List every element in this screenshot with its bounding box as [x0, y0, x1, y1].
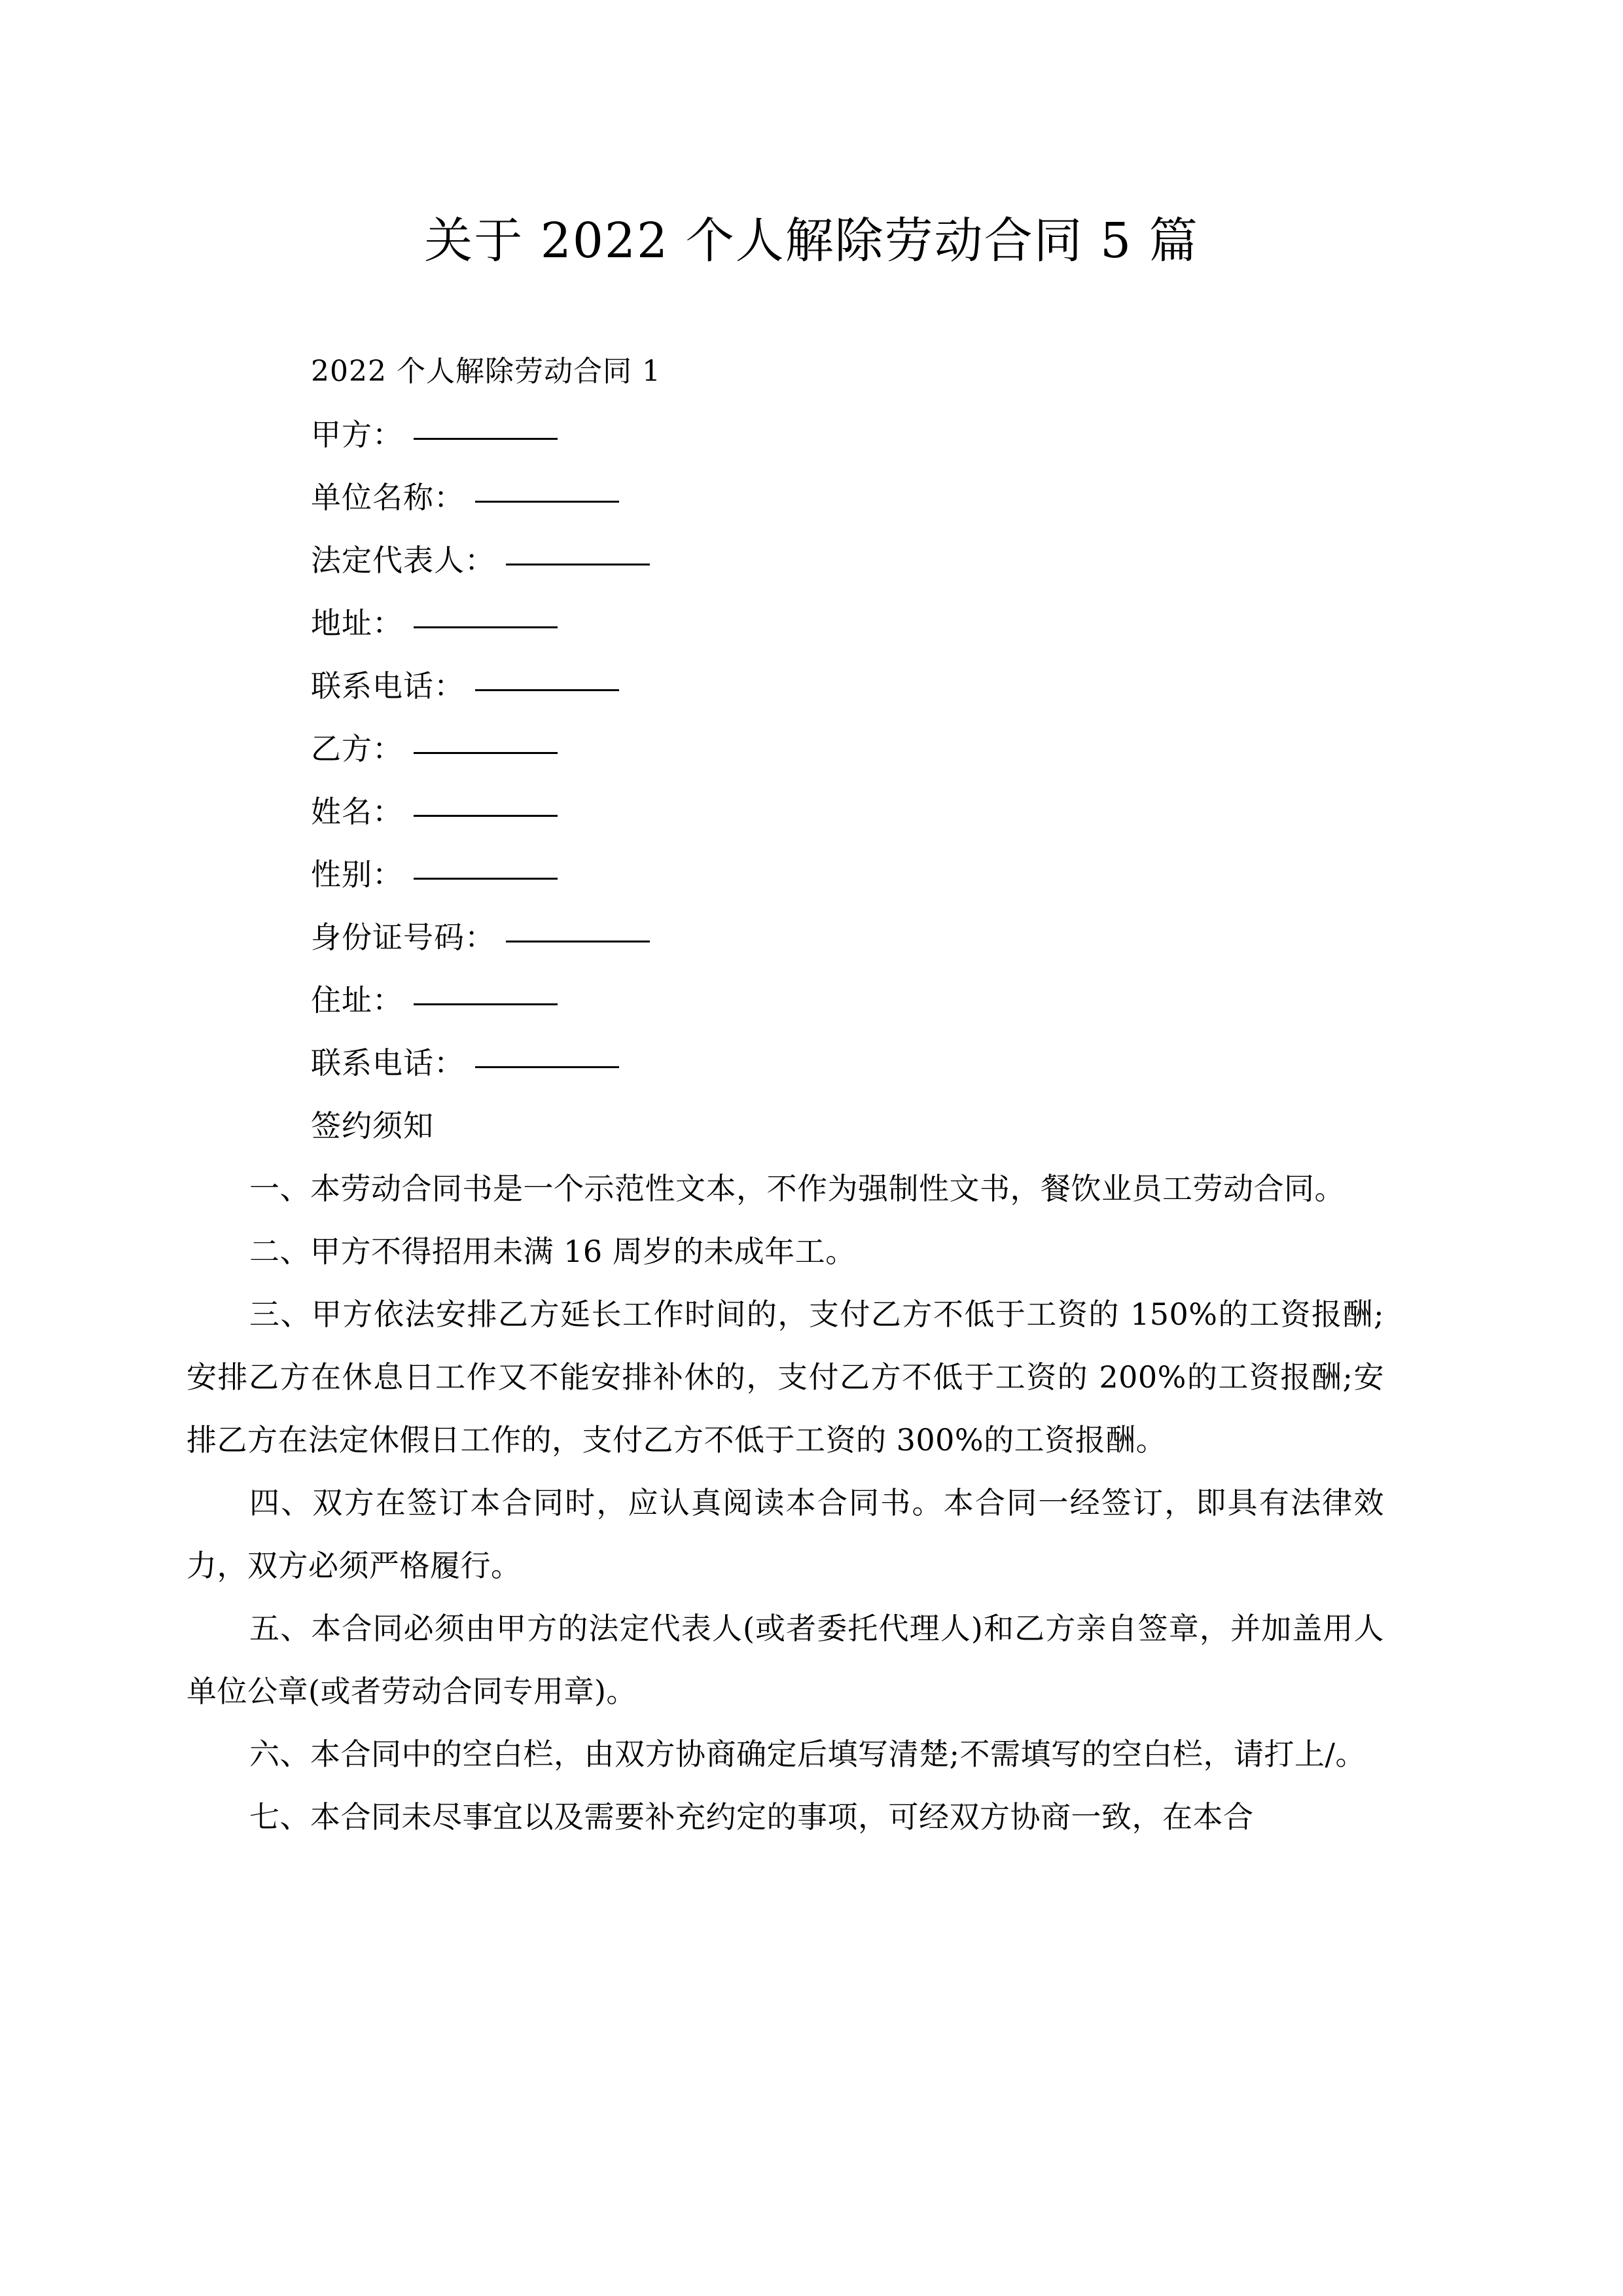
- field-label: 地址：: [311, 605, 403, 641]
- page-title: 关于 2022 个人解除劳动合同 5 篇: [424, 212, 1199, 269]
- field-blank-line[interactable]: [414, 438, 558, 440]
- field-label: 联系电话：: [311, 1045, 465, 1081]
- field-row-name: [187, 780, 1384, 843]
- field-label: 法定代表人：: [311, 543, 495, 578]
- field-label: 乙方：: [311, 731, 403, 766]
- field-blank-line[interactable]: [414, 878, 558, 880]
- field-label: 联系电话：: [311, 668, 465, 704]
- clause-paragraph-1: 一、本劳动合同书是一个示范性文本，不作为强制性文书，餐饮业员工劳动合同。: [249, 1171, 1345, 1206]
- field-row-company-name: [187, 466, 1384, 529]
- field-blank-line[interactable]: [475, 1066, 619, 1068]
- field-label: 性别：: [311, 857, 403, 892]
- field-row-address: [187, 592, 1384, 655]
- field-row-party-a: [187, 403, 1384, 466]
- field-row-contact-phone-a: [187, 655, 1384, 717]
- field-blank-line[interactable]: [414, 815, 558, 817]
- field-blank-line[interactable]: [506, 564, 650, 565]
- field-label: 住址：: [311, 982, 403, 1018]
- notice-heading: 签约须知: [311, 1108, 434, 1143]
- field-blank-line[interactable]: [414, 752, 558, 754]
- field-blank-line[interactable]: [414, 1003, 558, 1005]
- field-blank-line[interactable]: [475, 689, 619, 691]
- field-row-id-number: [187, 906, 1384, 969]
- field-label: 姓名：: [311, 794, 403, 829]
- clause-paragraph-4: 四、双方在签订本合同时，应认真阅读本合同书。本合同一经签订，即具有法律效力，双方必须严格履行。: [187, 1485, 1384, 1583]
- clause-paragraph-5: 五、本合同必须由甲方的法定代表人(或者委托代理人)和乙方亲自签章，并加盖用人单位公章(或者劳动合同专用章)。: [187, 1611, 1384, 1709]
- clause-paragraph-6: 六、本合同中的空白栏，由双方协商确定后填写清楚;不需填写的空白栏，请打上/。: [249, 1736, 1366, 1772]
- clause-paragraph-2: 二、甲方不得招用未满 16 周岁的未成年工。: [249, 1234, 856, 1269]
- field-label: 甲方：: [311, 417, 403, 452]
- clause-paragraph-7: 七、本合同未尽事宜以及需要补充约定的事项，可经双方协商一致，在本合: [249, 1799, 1254, 1835]
- field-row-legal-representative: [187, 529, 1384, 592]
- document-body: [187, 340, 1384, 1848]
- field-row-party-b: [187, 717, 1384, 780]
- field-blank-line[interactable]: [506, 941, 650, 942]
- section-heading: 2022 个人解除劳动合同 1: [311, 355, 661, 388]
- field-row-contact-phone-b: [187, 1031, 1384, 1094]
- field-label: 身份证号码：: [311, 920, 495, 955]
- field-row-gender: [187, 843, 1384, 906]
- field-blank-line[interactable]: [414, 626, 558, 628]
- field-row-residence: [187, 969, 1384, 1031]
- field-blank-line[interactable]: [475, 501, 619, 503]
- field-label: 单位名称：: [311, 480, 465, 515]
- clause-paragraph-3: 三、甲方依法安排乙方延长工作时间的，支付乙方不低于工资的 150%的工资报酬;安排乙方在休息日工作又不能安排补休的，支付乙方不低于工资的 200%的工资报酬;安排乙方在法定休假日工作的，支付乙方不低于工资的 300%的工资报酬。: [187, 1297, 1384, 1458]
